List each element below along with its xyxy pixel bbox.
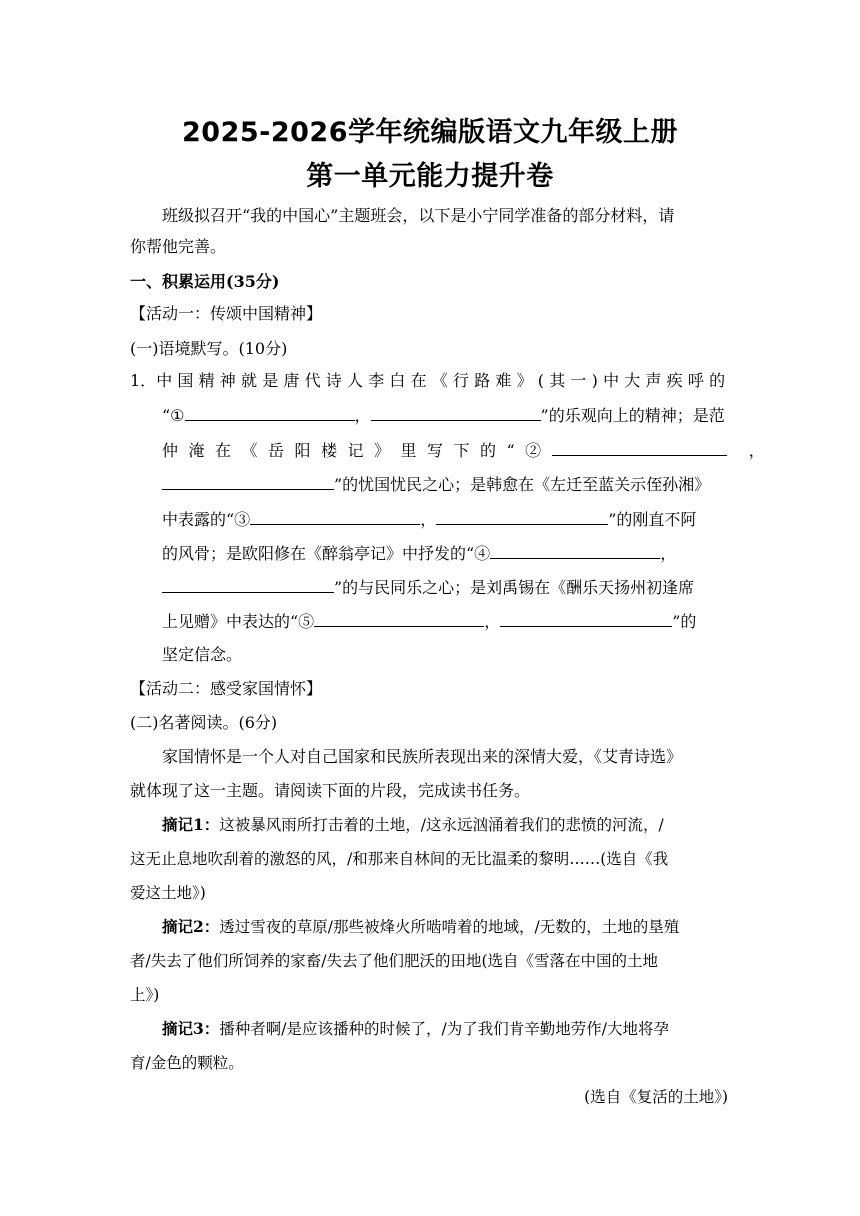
question-1-line-1	[130, 369, 730, 393]
blank-3b[interactable]	[436, 507, 608, 525]
blank-4a[interactable]	[490, 541, 660, 559]
question-1-line-6: 的风骨；是欧阳修在《醉翁亭记》中抒发的“④ ，	[162, 541, 676, 566]
blank-5a[interactable]	[314, 609, 484, 627]
excerpt-3-source: (选自《复活的土地》)	[584, 1088, 728, 1106]
blank-4b[interactable]	[162, 575, 334, 593]
question-1-line-9: 坚定信念。	[162, 645, 243, 664]
question-1-line-8: 上见赠》中表达的“⑤ ， ”的	[162, 609, 696, 634]
question-1-line-4: ”的忧国忧民之心；是韩愈在《左迁至蓝关示侄孙湘》	[162, 472, 710, 497]
excerpt-3-line-2: 育/金色的颗粒。	[130, 1054, 244, 1072]
question-1-line-7: ”的与民同乐之心；是刘禹锡在《酬乐天扬州初逢席	[162, 575, 694, 600]
blank-2b[interactable]	[162, 472, 334, 490]
activity-2-heading: 【活动二：感受家国情怀】	[130, 679, 323, 698]
excerpt-1-line-1: 摘记1：这被暴风雨所打击着的土地，/这永远汹涌着我们的悲愤的河流，/	[162, 815, 664, 834]
excerpt-3-line-1: 摘记3：播种者啊/是应该播种的时候了，/为了我们肯辛勤地劳作/大地将孕	[162, 1019, 669, 1038]
excerpt-1-line-3: 爱这土地》)	[130, 884, 206, 902]
page-subtitle: 第一单元能力提升卷	[306, 161, 554, 192]
intro-line-2: 你帮他完善。	[130, 237, 227, 256]
section-heading: 一、积累运用(35分)	[130, 272, 280, 291]
intro-line-1: 班级拟召开“我的中国心”主题班会，以下是小宁同学准备的部分材料，请	[162, 206, 675, 225]
part-2-heading: (二)名著阅读。(6分)	[130, 713, 278, 732]
question-1-line-5: 中表露的“③ ， ”的刚直不阿	[162, 507, 696, 532]
excerpt-label: 摘记1：	[162, 815, 220, 834]
activity-1-heading: 【活动一：传颂中国精神】	[130, 304, 323, 323]
excerpt-2-line-3: 上》)	[130, 986, 160, 1004]
paragraph-line-2: 就体现了这一主题。请阅读下面的片段，完成读书任务。	[130, 781, 531, 800]
question-1-line-2: “① ， ”的乐观向上的精神；是范	[162, 403, 725, 428]
excerpt-2-line-1: 摘记2：透过雪夜的草原/那些被烽火所啮啃着的地域，/无数的，土地的垦殖	[162, 917, 680, 936]
question-text: 中国精神就是唐代诗人李白在《行路难》(其一)中大声疾呼的	[156, 371, 731, 390]
part-1-heading	[130, 337, 287, 361]
blank-2a[interactable]	[552, 438, 727, 456]
part-1-heading-text: (一)语境默写。(10分)	[130, 339, 288, 358]
paragraph-line-1: 家国情怀是一个人对自己国家和民族所表现出来的深情大爱，《艾青诗选》	[162, 747, 683, 766]
blank-5b[interactable]	[500, 609, 672, 627]
excerpt-2-line-2: 者/失去了他们所饲养的家畜/失去了他们肥沃的田地(选自《雪落在中国的土地	[130, 952, 658, 970]
page-title: 2025-2026学年统编版语文九年级上册	[182, 117, 678, 148]
question-number: 1．	[130, 371, 157, 390]
blank-1b[interactable]	[371, 403, 541, 421]
question-1-line-3: 仲淹在《岳阳楼记》里写下的“② ，	[162, 438, 765, 463]
blank-1a[interactable]	[185, 403, 355, 421]
excerpt-1-line-2: 这无止息地吹刮着的激怒的风，/和那来自林间的无比温柔的黎明……(选自《我	[130, 850, 669, 868]
excerpt-label: 摘记3：	[162, 1019, 220, 1038]
blank-3a[interactable]	[250, 507, 420, 525]
excerpt-label: 摘记2：	[162, 917, 220, 936]
